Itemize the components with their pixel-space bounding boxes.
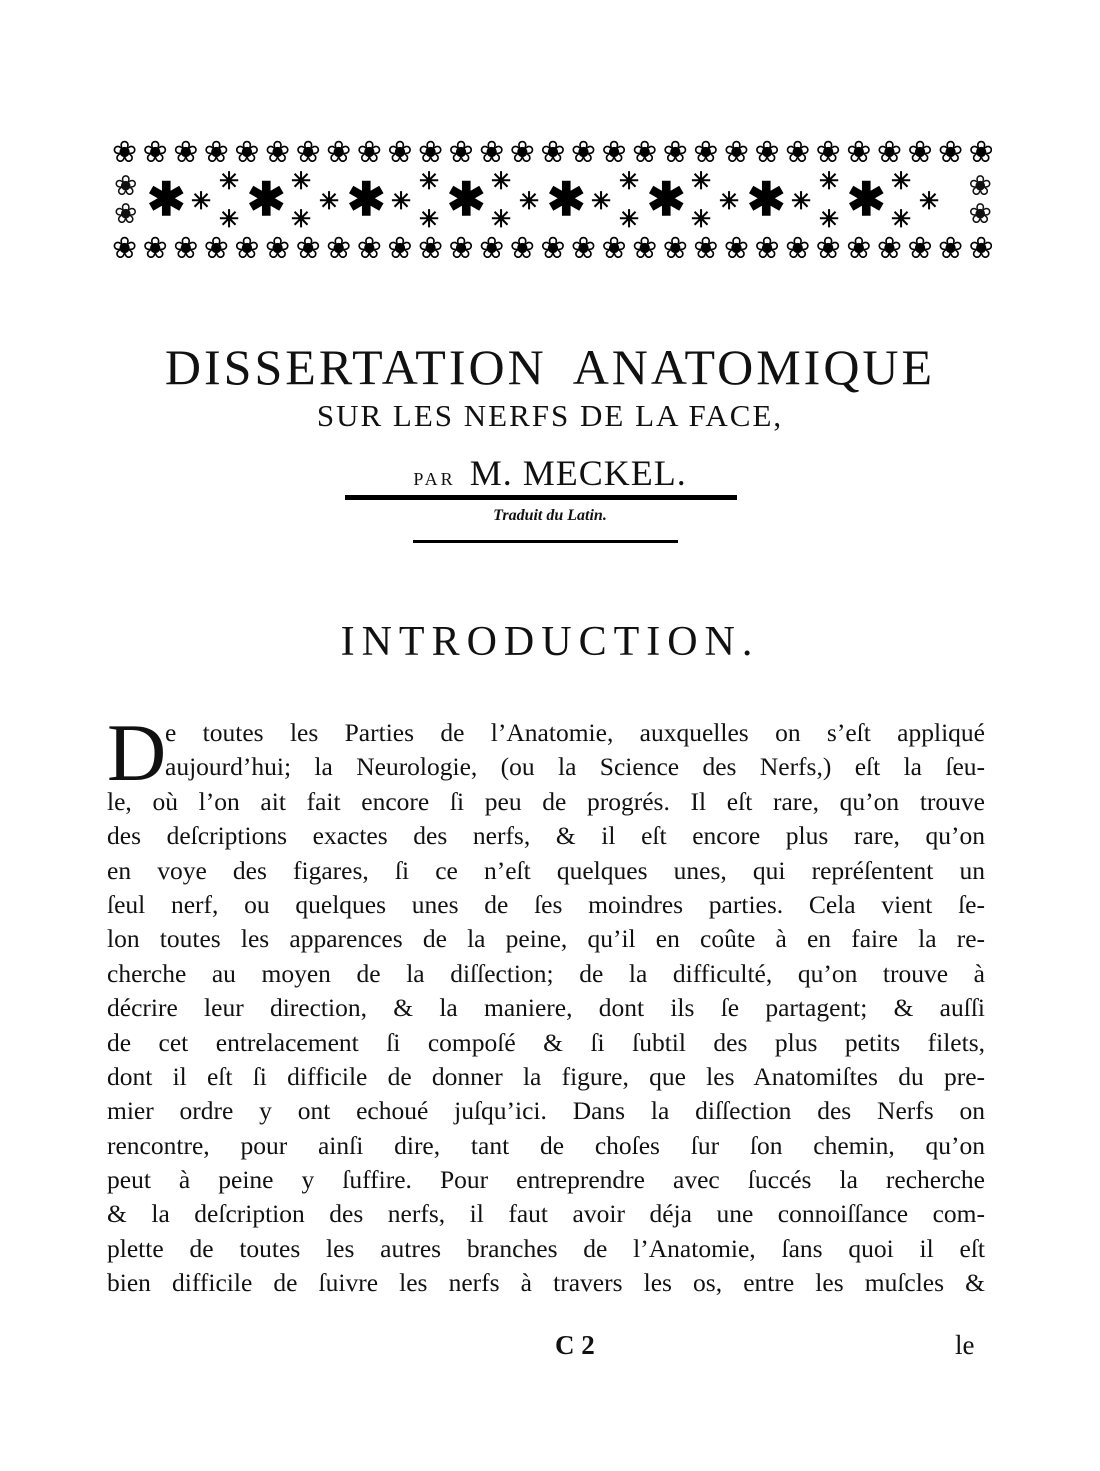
flower-ornament-icon: ❀ [570, 138, 595, 168]
author-line [0, 452, 1100, 494]
text-line: bien difficile de ſuivre les nerfs à travers les os, entre les muſcles & [107, 1268, 985, 1298]
small-star-ornament-icon: ✳ [691, 166, 712, 195]
small-star-ornament-icon: ✳ [419, 166, 440, 195]
flower-ornament-icon: ❀ [173, 234, 197, 264]
flower-ornament-icon: ❀ [295, 234, 319, 264]
small-star-ornament-icon: ✳ [491, 166, 512, 195]
flower-ornament-icon: ❀ [479, 234, 503, 264]
text-line: le, où l’on ait fait encore ſi peu de progrés. Il eſt rare, qu’on trouve [107, 786, 985, 816]
flower-ornament-icon: ❀ [785, 234, 809, 264]
large-star-ornament-icon: ✱ [647, 172, 686, 226]
flower-ornament-icon: ❀ [968, 197, 992, 230]
signature-mark: C 2 [555, 1330, 595, 1360]
flower-ornament-icon: ❀ [295, 138, 319, 168]
flower-ornament-icon: ❀ [876, 234, 900, 264]
text-line: des deſcriptions exactes des nerfs, & il eſt encore plus rare, qu’on [107, 821, 985, 851]
small-star-ornament-icon: ✳ [419, 204, 440, 233]
flower-ornament-icon: ❀ [448, 138, 472, 168]
flower-ornament-icon: ❀ [632, 138, 656, 168]
flower-ornament-icon: ❀ [693, 138, 717, 168]
flower-ornament-icon: ❀ [203, 234, 227, 264]
flower-ornament-icon: ❀ [876, 138, 900, 168]
flower-ornament-icon: ❀ [509, 138, 533, 168]
text-line: de cet entrelacement ſi compoſé & ſi ſubtil des plus petits filets, [107, 1027, 985, 1057]
flower-ornament-icon: ❀ [907, 138, 931, 168]
flower-ornament-icon: ❀ [417, 138, 442, 168]
flower-ornament-icon: ❀ [968, 234, 992, 264]
flower-ornament-icon: ❀ [754, 234, 778, 264]
small-star-ornament-icon: ✳ [719, 186, 740, 215]
small-star-ornament-icon: ✳ [791, 186, 812, 215]
small-star-ornament-icon: ✳ [819, 166, 840, 195]
translation-note: Traduit du Latin. [493, 507, 607, 524]
text-line: e toutes les Parties de l’Anatomie, auxquelles on s’eſt appliqué [165, 718, 985, 747]
flower-ornament-icon: ❀ [570, 234, 595, 264]
flower-ornament-icon: ❀ [234, 234, 258, 264]
small-star-ornament-icon: ✳ [691, 204, 712, 233]
ornament-border-top [112, 138, 992, 168]
flower-ornament-icon: ❀ [448, 234, 472, 264]
flower-ornament-icon: ❀ [785, 138, 809, 168]
small-star-ornament-icon: ✳ [919, 186, 940, 215]
text-line: ſeul nerf, ou quelques unes de ſes moindres parties. Cela vient ſe- [107, 889, 985, 919]
text-line: plette de toutes les autres branches de l’Anatomie, ſans quoi il eſt [107, 1233, 985, 1263]
par-label: PAR [413, 469, 456, 489]
flower-ornament-icon: ❀ [264, 138, 289, 168]
flower-ornament-icon: ❀ [815, 138, 839, 168]
flower-ornament-icon: ❀ [723, 138, 748, 168]
small-star-ornament-icon: ✳ [219, 204, 240, 233]
flower-ornament-icon: ❀ [632, 234, 656, 264]
large-star-ornament-icon: ✱ [147, 172, 186, 226]
flower-ornament-icon: ❀ [356, 234, 380, 264]
fleuron-headpiece [112, 132, 992, 272]
small-star-ornament-icon: ✳ [819, 204, 840, 233]
text-line: rencontre, pour ainſi dire, tant de choſes ſur ſon chemin, qu’on [107, 1130, 985, 1160]
small-star-ornament-icon: ✳ [519, 186, 540, 215]
flower-ornament-icon: ❀ [234, 138, 258, 168]
flower-ornament-icon: ❀ [114, 197, 138, 230]
small-star-ornament-icon: ✳ [891, 204, 912, 233]
flower-ornament-icon: ❀ [356, 138, 380, 168]
flower-ornament-icon: ❀ [509, 234, 533, 264]
small-star-ornament-icon: ✳ [591, 186, 612, 215]
flower-ornament-icon: ❀ [846, 138, 870, 168]
flower-ornament-icon: ❀ [173, 138, 197, 168]
flower-ornament-icon: ❀ [114, 169, 138, 202]
small-star-ornament-icon: ✳ [619, 204, 640, 233]
flower-ornament-icon: ❀ [723, 234, 748, 264]
text-line: & la deſcription des nerfs, il faut avoir déja une connoiſſance com- [107, 1199, 985, 1229]
small-star-ornament-icon: ✳ [491, 204, 512, 233]
flower-ornament-icon: ❀ [326, 234, 350, 264]
large-star-ornament-icon: ✱ [847, 172, 886, 226]
flower-ornament-icon: ❀ [203, 138, 227, 168]
flower-ornament-icon: ❀ [693, 234, 717, 264]
flower-ornament-icon: ❀ [540, 138, 564, 168]
text-line: cherche au moyen de la diſſection; de la difficulté, qu’on trouve à [107, 958, 985, 988]
flower-ornament-icon: ❀ [142, 138, 166, 168]
flower-ornament-icon: ❀ [938, 234, 962, 264]
text-line: en voye des figares, ſi ce n’eſt quelques unes, qui repréſentent un [107, 855, 985, 885]
flower-ornament-icon: ❀ [601, 234, 625, 264]
text-line: dont il eſt ſi difficile de donner la figure, que les Anatomiſtes du pre- [107, 1061, 985, 1091]
flower-ornament-icon: ❀ [387, 234, 411, 264]
flower-ornament-icon: ❀ [662, 234, 686, 264]
small-star-ornament-icon: ✳ [319, 186, 340, 215]
flower-ornament-icon: ❀ [326, 138, 350, 168]
title-line-1 [0, 338, 1100, 396]
flower-ornament-icon: ❀ [479, 138, 503, 168]
large-star-ornament-icon: ✱ [447, 172, 486, 226]
flower-ornament-icon: ❀ [968, 169, 992, 202]
flower-ornament-icon: ❀ [264, 234, 289, 264]
flower-ornament-icon: ❀ [142, 234, 166, 264]
body-paragraph [107, 716, 985, 1301]
rule-divider-bottom [413, 540, 678, 543]
flower-ornament-icon: ❀ [112, 234, 136, 264]
small-star-ornament-icon: ✳ [291, 204, 312, 233]
small-star-ornament-icon: ✳ [891, 166, 912, 195]
flower-ornament-icon: ❀ [662, 138, 686, 168]
ornament-border-bottom [112, 234, 992, 264]
large-star-ornament-icon: ✱ [747, 172, 786, 226]
small-star-ornament-icon: ✳ [219, 166, 240, 195]
author-name: M. MECKEL. [469, 453, 687, 493]
large-star-ornament-icon: ✱ [347, 172, 386, 226]
flower-ornament-icon: ❀ [754, 138, 778, 168]
flower-ornament-icon: ❀ [417, 234, 442, 264]
flower-ornament-icon: ❀ [968, 138, 992, 168]
small-star-ornament-icon: ✳ [391, 186, 412, 215]
large-star-ornament-icon: ✱ [247, 172, 286, 226]
rule-divider-top [345, 495, 737, 500]
section-heading: INTRODUCTION. [340, 619, 760, 665]
small-star-ornament-icon: ✳ [619, 166, 640, 195]
ornament-star-band [112, 166, 992, 233]
flower-ornament-icon: ❀ [540, 234, 564, 264]
text-line: peut à peine y ſuffire. Pour entreprendre avec ſuccés la recherche [107, 1165, 985, 1195]
drop-cap: D [107, 707, 167, 798]
title-word-anatomique: ANATOMIQUE [572, 339, 936, 395]
flower-ornament-icon: ❀ [907, 234, 931, 264]
flower-ornament-icon: ❀ [112, 138, 136, 168]
flower-ornament-icon: ❀ [387, 138, 411, 168]
catchword: le [955, 1330, 975, 1360]
title-line-2: SUR LES NERFS DE LA FACE, [316, 398, 784, 433]
flower-ornament-icon: ❀ [601, 138, 625, 168]
text-line: mier ordre y ont echoué juſqu’ici. Dans la diſſection des Nerfs on [107, 1096, 985, 1126]
flower-ornament-icon: ❀ [815, 234, 839, 264]
small-star-ornament-icon: ✳ [291, 166, 312, 195]
text-line: décrire leur direction, & la maniere, dont ils ſe partagent; & auſſi [107, 993, 985, 1023]
large-star-ornament-icon: ✱ [547, 172, 586, 226]
text-line: aujourd’hui; la Neurologie, (ou la Science des Nerfs,) eſt la ſeu- [165, 752, 985, 782]
small-star-ornament-icon: ✳ [191, 186, 212, 215]
flower-ornament-icon: ❀ [846, 234, 870, 264]
text-line: lon toutes les apparences de la peine, qu’il en coûte à en faire la re- [107, 924, 985, 954]
title-word-dissertation: DISSERTATION [164, 339, 547, 395]
flower-ornament-icon: ❀ [938, 138, 962, 168]
